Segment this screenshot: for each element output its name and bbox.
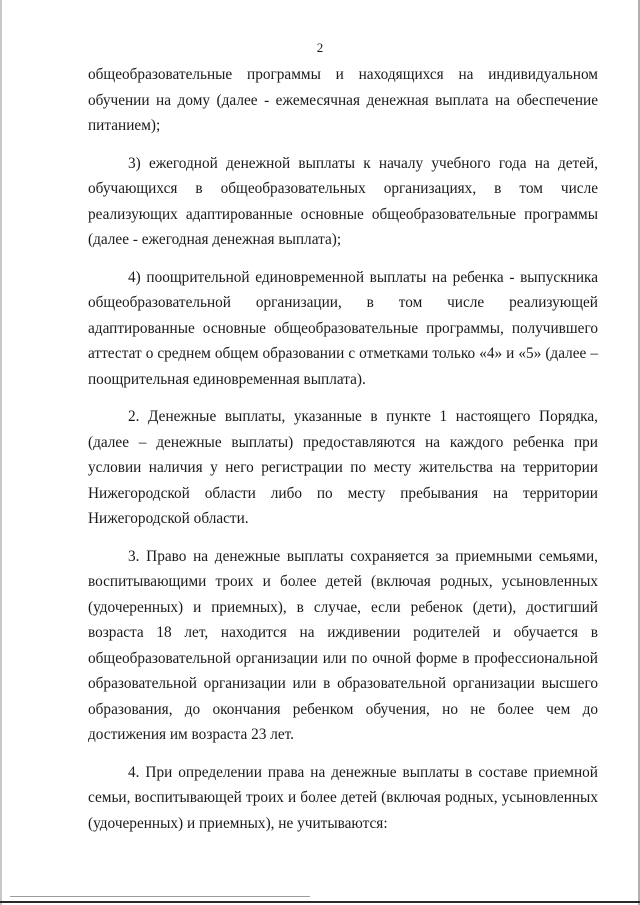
- paragraph-clause-3: 3. Право на денежные выплаты сохраняется за приемными семьями, воспитывающими троих и более детей (включая родных, усыновленных (удочеренных) и приемных), в случае, если ребенок (дети), достигший возраста 18 лет, находится на иждивении родителей и обучается в общеобразовательной организации или по очной форме в профессиональной образовательной организации или в образовательной организации высшего образования, до окончания ребенком обучения, но не более чем до достижения им возраста 23 лет.: [88, 547, 598, 743]
- document-body: [88, 62, 598, 836]
- paragraph-item-4: 4) поощрительной единовременной выплаты на ребенка - выпускника общеобразовательной организации, в том числе реализующей адаптированные основные общеобразовательные программы, получившего аттестат о среднем общем образовании с отметками только «4» и «5» (далее – поощрительная единовременная выплата).: [88, 268, 598, 388]
- paragraph-clause-4: 4. При определении права на денежные выплаты в составе приемной семьи, воспитывающей троих и более детей (включая родных, усыновленных (удочеренных) и приемных), не учитываются:: [88, 763, 598, 832]
- scan-left-edge: [0, 0, 2, 905]
- scan-bottom-edge: [0, 901, 640, 903]
- paragraph-item-3: 3) ежегодной денежной выплаты к началу учебного года на детей, обучающихся в общеобразовательных организациях, в том числе реализующих адаптированные основные общеобразовательные программы (далее - ежегодная денежная выплата);: [88, 154, 598, 248]
- paragraph-clause-2: 2. Денежные выплаты, указанные в пункте 1 настоящего Порядка, (далее – денежные выплаты) предоставляются на каждого ребенка при условии наличия у него регистрации по месту жительства на территории Нижегородской области либо по месту пребывания на территории Нижегородской области.: [88, 408, 598, 527]
- scan-artifact-line: [10, 896, 310, 897]
- page-number: 2: [316, 40, 324, 55]
- paragraph-continuation: общеобразовательные программы и находящихся на индивидуальном обучении на дому (далее - ежемесячная денежная выплата на обеспечение питанием);: [88, 66, 598, 134]
